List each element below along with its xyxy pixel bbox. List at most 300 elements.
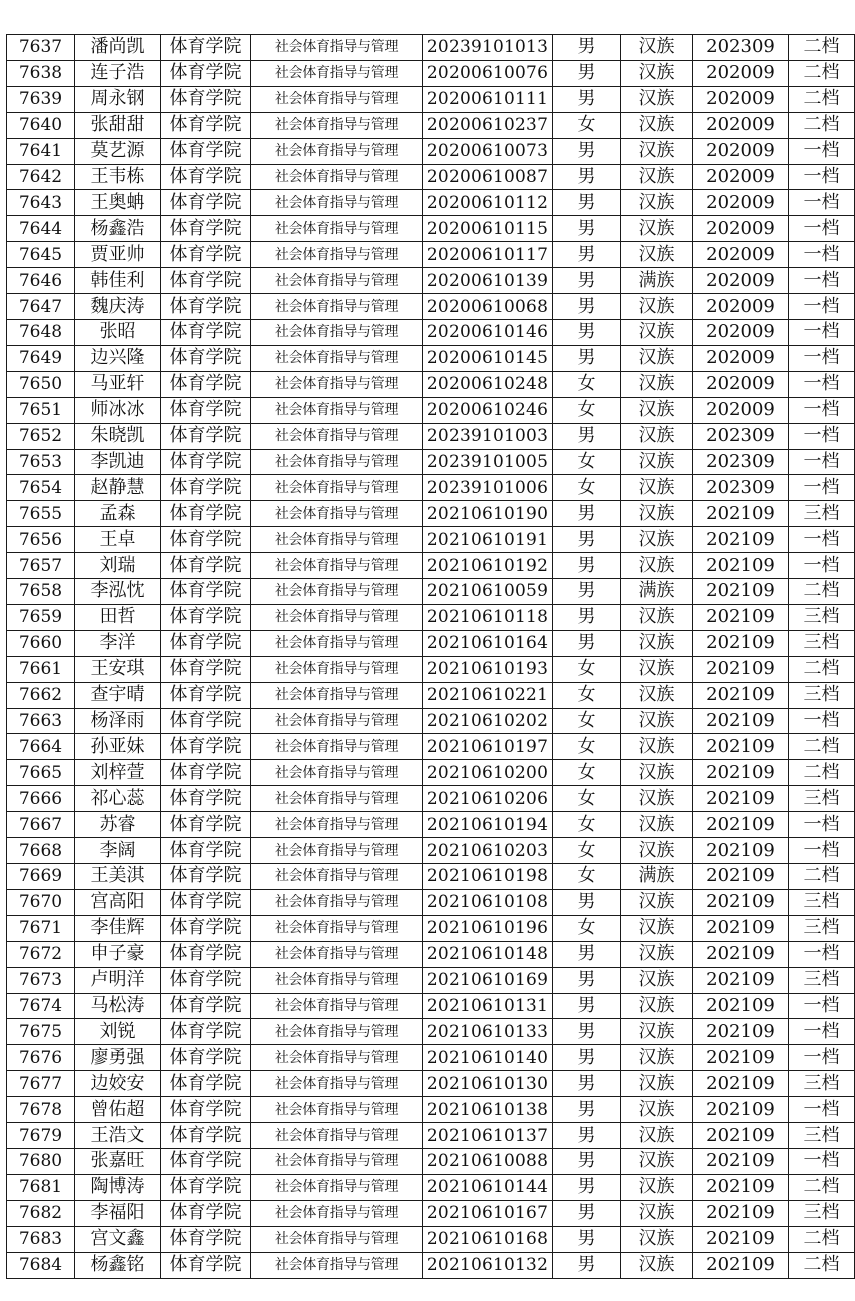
major-cell: 社会体育指导与管理 [251, 423, 423, 449]
ethnicity-cell: 汉族 [621, 604, 693, 630]
table-row [7, 501, 855, 527]
college-cell: 体育学院 [161, 1148, 251, 1174]
major-cell: 社会体育指导与管理 [251, 864, 423, 890]
table-row [7, 86, 855, 112]
major-cell: 社会体育指导与管理 [251, 294, 423, 320]
grade-level-cell: 一档 [789, 838, 855, 864]
college-cell: 体育学院 [161, 1071, 251, 1097]
enroll-date-cell: 202109 [693, 1071, 789, 1097]
student-id-cell: 20210610192 [423, 553, 553, 579]
student-id-cell: 20200610087 [423, 164, 553, 190]
seq-no-cell: 7684 [7, 1252, 75, 1278]
table-row [7, 1071, 855, 1097]
name-cell: 杨泽雨 [75, 708, 161, 734]
college-cell: 体育学院 [161, 60, 251, 86]
grade-level-cell: 一档 [789, 371, 855, 397]
grade-level-cell: 二档 [789, 579, 855, 605]
college-cell: 体育学院 [161, 345, 251, 371]
name-cell: 李佳辉 [75, 915, 161, 941]
table-row [7, 889, 855, 915]
grade-level-cell: 一档 [789, 993, 855, 1019]
major-cell: 社会体育指导与管理 [251, 656, 423, 682]
table-row [7, 553, 855, 579]
table-row [7, 604, 855, 630]
enroll-date-cell: 202109 [693, 656, 789, 682]
college-cell: 体育学院 [161, 501, 251, 527]
name-cell: 杨鑫浩 [75, 216, 161, 242]
student-id-cell: 20210610190 [423, 501, 553, 527]
name-cell: 王安琪 [75, 656, 161, 682]
college-cell: 体育学院 [161, 397, 251, 423]
gender-cell: 男 [553, 941, 621, 967]
gender-cell: 女 [553, 812, 621, 838]
seq-no-cell: 7675 [7, 1019, 75, 1045]
college-cell: 体育学院 [161, 553, 251, 579]
grade-level-cell: 二档 [789, 1226, 855, 1252]
major-cell: 社会体育指导与管理 [251, 1226, 423, 1252]
name-cell: 魏庆涛 [75, 294, 161, 320]
gender-cell: 男 [553, 1252, 621, 1278]
seq-no-cell: 7657 [7, 553, 75, 579]
student-id-cell: 20200610115 [423, 216, 553, 242]
grade-level-cell: 一档 [789, 345, 855, 371]
major-cell: 社会体育指导与管理 [251, 242, 423, 268]
seq-no-cell: 7648 [7, 319, 75, 345]
seq-no-cell: 7668 [7, 838, 75, 864]
college-cell: 体育学院 [161, 371, 251, 397]
seq-no-cell: 7674 [7, 993, 75, 1019]
table-row [7, 319, 855, 345]
seq-no-cell: 7676 [7, 1045, 75, 1071]
student-id-cell: 20210610088 [423, 1148, 553, 1174]
ethnicity-cell: 汉族 [621, 553, 693, 579]
major-cell: 社会体育指导与管理 [251, 604, 423, 630]
major-cell: 社会体育指导与管理 [251, 553, 423, 579]
seq-no-cell: 7646 [7, 268, 75, 294]
enroll-date-cell: 202109 [693, 941, 789, 967]
college-cell: 体育学院 [161, 630, 251, 656]
major-cell: 社会体育指导与管理 [251, 630, 423, 656]
enroll-date-cell: 202009 [693, 371, 789, 397]
seq-no-cell: 7659 [7, 604, 75, 630]
table-row [7, 579, 855, 605]
ethnicity-cell: 汉族 [621, 86, 693, 112]
enroll-date-cell: 202109 [693, 1226, 789, 1252]
student-id-cell: 20210610193 [423, 656, 553, 682]
student-id-cell: 20210610196 [423, 915, 553, 941]
ethnicity-cell: 汉族 [621, 1252, 693, 1278]
name-cell: 韩佳利 [75, 268, 161, 294]
college-cell: 体育学院 [161, 319, 251, 345]
name-cell: 赵静慧 [75, 475, 161, 501]
enroll-date-cell: 202109 [693, 864, 789, 890]
table-row [7, 812, 855, 838]
name-cell: 祁心蕊 [75, 786, 161, 812]
college-cell: 体育学院 [161, 86, 251, 112]
major-cell: 社会体育指导与管理 [251, 915, 423, 941]
table-row [7, 294, 855, 320]
grade-level-cell: 一档 [789, 242, 855, 268]
gender-cell: 女 [553, 915, 621, 941]
college-cell: 体育学院 [161, 993, 251, 1019]
ethnicity-cell: 汉族 [621, 319, 693, 345]
grade-level-cell: 三档 [789, 889, 855, 915]
enroll-date-cell: 202309 [693, 35, 789, 61]
gender-cell: 女 [553, 475, 621, 501]
major-cell: 社会体育指导与管理 [251, 138, 423, 164]
student-id-cell: 20210610164 [423, 630, 553, 656]
table-row [7, 35, 855, 61]
major-cell: 社会体育指导与管理 [251, 967, 423, 993]
college-cell: 体育学院 [161, 423, 251, 449]
enroll-date-cell: 202109 [693, 682, 789, 708]
grade-level-cell: 二档 [789, 656, 855, 682]
college-cell: 体育学院 [161, 579, 251, 605]
major-cell: 社会体育指导与管理 [251, 1019, 423, 1045]
table-row [7, 630, 855, 656]
enroll-date-cell: 202009 [693, 268, 789, 294]
gender-cell: 男 [553, 501, 621, 527]
seq-no-cell: 7678 [7, 1097, 75, 1123]
major-cell: 社会体育指导与管理 [251, 112, 423, 138]
name-cell: 师冰冰 [75, 397, 161, 423]
college-cell: 体育学院 [161, 656, 251, 682]
student-id-cell: 20210610133 [423, 1019, 553, 1045]
college-cell: 体育学院 [161, 112, 251, 138]
gender-cell: 男 [553, 1226, 621, 1252]
name-cell: 曾佑超 [75, 1097, 161, 1123]
student-id-cell: 20210610131 [423, 993, 553, 1019]
gender-cell: 男 [553, 630, 621, 656]
college-cell: 体育学院 [161, 941, 251, 967]
table-row [7, 475, 855, 501]
ethnicity-cell: 汉族 [621, 164, 693, 190]
gender-cell: 男 [553, 1045, 621, 1071]
name-cell: 李洋 [75, 630, 161, 656]
name-cell: 连子浩 [75, 60, 161, 86]
gender-cell: 女 [553, 838, 621, 864]
ethnicity-cell: 汉族 [621, 60, 693, 86]
student-id-cell: 20200610145 [423, 345, 553, 371]
gender-cell: 男 [553, 216, 621, 242]
student-id-cell: 20200610117 [423, 242, 553, 268]
gender-cell: 女 [553, 708, 621, 734]
ethnicity-cell: 汉族 [621, 838, 693, 864]
seq-no-cell: 7638 [7, 60, 75, 86]
enroll-date-cell: 202009 [693, 164, 789, 190]
gender-cell: 男 [553, 1019, 621, 1045]
grade-level-cell: 一档 [789, 423, 855, 449]
major-cell: 社会体育指导与管理 [251, 682, 423, 708]
table-row [7, 967, 855, 993]
grade-level-cell: 三档 [789, 604, 855, 630]
gender-cell: 男 [553, 190, 621, 216]
name-cell: 王韦栋 [75, 164, 161, 190]
college-cell: 体育学院 [161, 216, 251, 242]
college-cell: 体育学院 [161, 527, 251, 553]
ethnicity-cell: 汉族 [621, 1226, 693, 1252]
enroll-date-cell: 202109 [693, 734, 789, 760]
seq-no-cell: 7683 [7, 1226, 75, 1252]
enroll-date-cell: 202009 [693, 60, 789, 86]
ethnicity-cell: 汉族 [621, 449, 693, 475]
seq-no-cell: 7645 [7, 242, 75, 268]
grade-level-cell: 二档 [789, 864, 855, 890]
name-cell: 刘梓萱 [75, 760, 161, 786]
seq-no-cell: 7671 [7, 915, 75, 941]
ethnicity-cell: 汉族 [621, 345, 693, 371]
seq-no-cell: 7670 [7, 889, 75, 915]
gender-cell: 男 [553, 889, 621, 915]
enroll-date-cell: 202109 [693, 786, 789, 812]
grade-level-cell: 二档 [789, 60, 855, 86]
table-row [7, 1097, 855, 1123]
seq-no-cell: 7677 [7, 1071, 75, 1097]
table-row [7, 397, 855, 423]
grade-level-cell: 一档 [789, 1097, 855, 1123]
enroll-date-cell: 202109 [693, 1252, 789, 1278]
grade-level-cell: 一档 [789, 708, 855, 734]
major-cell: 社会体育指导与管理 [251, 371, 423, 397]
enroll-date-cell: 202109 [693, 630, 789, 656]
seq-no-cell: 7653 [7, 449, 75, 475]
table-row [7, 760, 855, 786]
table-row [7, 164, 855, 190]
student-id-cell: 20200610111 [423, 86, 553, 112]
seq-no-cell: 7672 [7, 941, 75, 967]
seq-no-cell: 7665 [7, 760, 75, 786]
ethnicity-cell: 汉族 [621, 423, 693, 449]
major-cell: 社会体育指导与管理 [251, 786, 423, 812]
name-cell: 陶博涛 [75, 1174, 161, 1200]
ethnicity-cell: 汉族 [621, 1123, 693, 1149]
seq-no-cell: 7641 [7, 138, 75, 164]
student-id-cell: 20200610246 [423, 397, 553, 423]
table-row [7, 786, 855, 812]
table-row [7, 449, 855, 475]
gender-cell: 男 [553, 60, 621, 86]
student-id-cell: 20239101006 [423, 475, 553, 501]
gender-cell: 女 [553, 112, 621, 138]
gender-cell: 男 [553, 138, 621, 164]
name-cell: 王浩文 [75, 1123, 161, 1149]
enroll-date-cell: 202009 [693, 294, 789, 320]
grade-level-cell: 一档 [789, 941, 855, 967]
major-cell: 社会体育指导与管理 [251, 216, 423, 242]
enroll-date-cell: 202009 [693, 138, 789, 164]
student-id-cell: 20239101003 [423, 423, 553, 449]
name-cell: 边兴隆 [75, 345, 161, 371]
student-id-cell: 20210610191 [423, 527, 553, 553]
seq-no-cell: 7639 [7, 86, 75, 112]
college-cell: 体育学院 [161, 604, 251, 630]
seq-no-cell: 7644 [7, 216, 75, 242]
ethnicity-cell: 汉族 [621, 1148, 693, 1174]
enroll-date-cell: 202109 [693, 579, 789, 605]
gender-cell: 女 [553, 864, 621, 890]
ethnicity-cell: 汉族 [621, 190, 693, 216]
seq-no-cell: 7673 [7, 967, 75, 993]
gender-cell: 男 [553, 1123, 621, 1149]
college-cell: 体育学院 [161, 1097, 251, 1123]
enroll-date-cell: 202109 [693, 889, 789, 915]
major-cell: 社会体育指导与管理 [251, 35, 423, 61]
name-cell: 朱晓凯 [75, 423, 161, 449]
seq-no-cell: 7667 [7, 812, 75, 838]
ethnicity-cell: 汉族 [621, 1097, 693, 1123]
grade-level-cell: 二档 [789, 86, 855, 112]
seq-no-cell: 7640 [7, 112, 75, 138]
college-cell: 体育学院 [161, 682, 251, 708]
major-cell: 社会体育指导与管理 [251, 1174, 423, 1200]
student-id-cell: 20200610146 [423, 319, 553, 345]
gender-cell: 男 [553, 527, 621, 553]
table-row [7, 268, 855, 294]
student-id-cell: 20200610076 [423, 60, 553, 86]
ethnicity-cell: 满族 [621, 579, 693, 605]
name-cell: 马亚轩 [75, 371, 161, 397]
college-cell: 体育学院 [161, 838, 251, 864]
seq-no-cell: 7661 [7, 656, 75, 682]
college-cell: 体育学院 [161, 889, 251, 915]
student-id-cell: 20210610138 [423, 1097, 553, 1123]
name-cell: 马松涛 [75, 993, 161, 1019]
ethnicity-cell: 汉族 [621, 656, 693, 682]
ethnicity-cell: 汉族 [621, 760, 693, 786]
name-cell: 潘尚凯 [75, 35, 161, 61]
grade-level-cell: 一档 [789, 164, 855, 190]
grade-level-cell: 一档 [789, 449, 855, 475]
student-id-cell: 20210610197 [423, 734, 553, 760]
grade-level-cell: 三档 [789, 967, 855, 993]
gender-cell: 女 [553, 760, 621, 786]
gender-cell: 男 [553, 993, 621, 1019]
major-cell: 社会体育指导与管理 [251, 501, 423, 527]
student-id-cell: 20200610068 [423, 294, 553, 320]
seq-no-cell: 7655 [7, 501, 75, 527]
student-id-cell: 20200610139 [423, 268, 553, 294]
college-cell: 体育学院 [161, 1019, 251, 1045]
table-row [7, 60, 855, 86]
student-id-cell: 20239101005 [423, 449, 553, 475]
enroll-date-cell: 202109 [693, 501, 789, 527]
enroll-date-cell: 202009 [693, 86, 789, 112]
college-cell: 体育学院 [161, 1200, 251, 1226]
name-cell: 宫文鑫 [75, 1226, 161, 1252]
table-row [7, 1019, 855, 1045]
ethnicity-cell: 汉族 [621, 1019, 693, 1045]
college-cell: 体育学院 [161, 242, 251, 268]
enroll-date-cell: 202109 [693, 760, 789, 786]
student-id-cell: 20200610073 [423, 138, 553, 164]
student-id-cell: 20210610140 [423, 1045, 553, 1071]
seq-no-cell: 7669 [7, 864, 75, 890]
student-id-cell: 20210610194 [423, 812, 553, 838]
enroll-date-cell: 202309 [693, 449, 789, 475]
gender-cell: 男 [553, 967, 621, 993]
student-id-cell: 20200610237 [423, 112, 553, 138]
college-cell: 体育学院 [161, 1174, 251, 1200]
grade-level-cell: 一档 [789, 216, 855, 242]
enroll-date-cell: 202109 [693, 967, 789, 993]
table-row [7, 1252, 855, 1278]
major-cell: 社会体育指导与管理 [251, 345, 423, 371]
enroll-date-cell: 202109 [693, 553, 789, 579]
grade-level-cell: 一档 [789, 475, 855, 501]
table-row [7, 1148, 855, 1174]
table-body [7, 35, 855, 1279]
seq-no-cell: 7642 [7, 164, 75, 190]
major-cell: 社会体育指导与管理 [251, 1252, 423, 1278]
ethnicity-cell: 汉族 [621, 527, 693, 553]
table-row [7, 838, 855, 864]
name-cell: 田哲 [75, 604, 161, 630]
college-cell: 体育学院 [161, 268, 251, 294]
college-cell: 体育学院 [161, 449, 251, 475]
enroll-date-cell: 202009 [693, 242, 789, 268]
table-row [7, 423, 855, 449]
gender-cell: 女 [553, 656, 621, 682]
college-cell: 体育学院 [161, 915, 251, 941]
major-cell: 社会体育指导与管理 [251, 734, 423, 760]
grade-level-cell: 三档 [789, 1200, 855, 1226]
student-id-cell: 20210610144 [423, 1174, 553, 1200]
gender-cell: 男 [553, 1200, 621, 1226]
enroll-date-cell: 202109 [693, 708, 789, 734]
major-cell: 社会体育指导与管理 [251, 86, 423, 112]
enroll-date-cell: 202009 [693, 112, 789, 138]
enroll-date-cell: 202009 [693, 319, 789, 345]
ethnicity-cell: 汉族 [621, 630, 693, 656]
enroll-date-cell: 202109 [693, 812, 789, 838]
gender-cell: 女 [553, 449, 621, 475]
table-row [7, 915, 855, 941]
major-cell: 社会体育指导与管理 [251, 1200, 423, 1226]
ethnicity-cell: 汉族 [621, 216, 693, 242]
ethnicity-cell: 汉族 [621, 812, 693, 838]
seq-no-cell: 7679 [7, 1123, 75, 1149]
name-cell: 李阔 [75, 838, 161, 864]
student-id-cell: 20239101013 [423, 35, 553, 61]
enroll-date-cell: 202009 [693, 216, 789, 242]
college-cell: 体育学院 [161, 734, 251, 760]
ethnicity-cell: 汉族 [621, 371, 693, 397]
gender-cell: 女 [553, 786, 621, 812]
ethnicity-cell: 汉族 [621, 941, 693, 967]
student-id-cell: 20210610200 [423, 760, 553, 786]
name-cell: 莫艺源 [75, 138, 161, 164]
student-id-cell: 20210610202 [423, 708, 553, 734]
gender-cell: 男 [553, 86, 621, 112]
gender-cell: 男 [553, 242, 621, 268]
seq-no-cell: 7649 [7, 345, 75, 371]
name-cell: 宫高阳 [75, 889, 161, 915]
gender-cell: 男 [553, 35, 621, 61]
college-cell: 体育学院 [161, 164, 251, 190]
name-cell: 杨鑫铭 [75, 1252, 161, 1278]
major-cell: 社会体育指导与管理 [251, 1045, 423, 1071]
seq-no-cell: 7663 [7, 708, 75, 734]
college-cell: 体育学院 [161, 967, 251, 993]
name-cell: 边姣安 [75, 1071, 161, 1097]
seq-no-cell: 7643 [7, 190, 75, 216]
gender-cell: 男 [553, 345, 621, 371]
seq-no-cell: 7662 [7, 682, 75, 708]
gender-cell: 男 [553, 294, 621, 320]
enroll-date-cell: 202109 [693, 1045, 789, 1071]
name-cell: 申子豪 [75, 941, 161, 967]
gender-cell: 女 [553, 682, 621, 708]
